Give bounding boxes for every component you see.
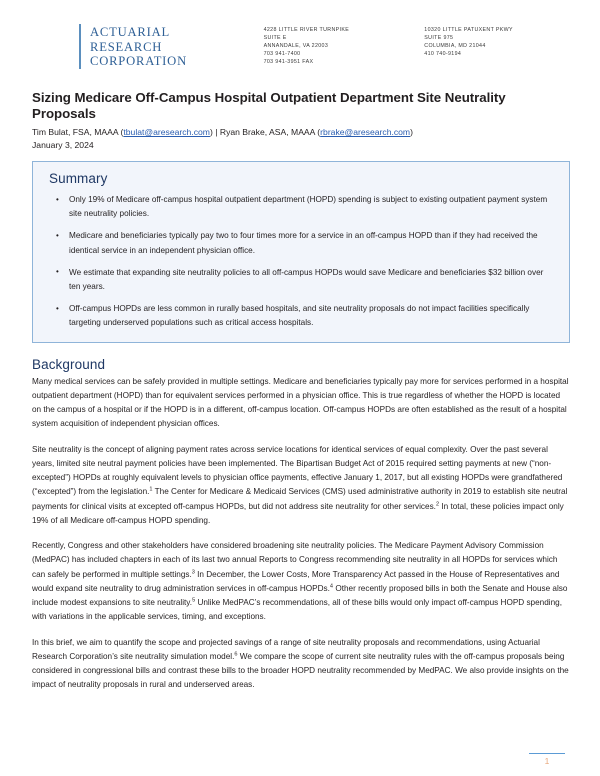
background-paragraph-2 [32,443,570,529]
page-title: Sizing Medicare Off-Campus Hospital Outpatient Department Site Neutrality Proposals [32,90,506,121]
para-3-part-a: Recently, Congress and other stakeholders have considered broadening site neutrality policies. The Medicare Payment Advisory Commission (MedPAC) has included chapters in each of its last two annual Reports to Congress recommending site neutrality in all HOPDs for services which can safely be performed in multiple settings. [32,541,558,579]
address-1-street: 4228 LITTLE RIVER TURNPIKE [263,27,350,33]
address-annandale [264,24,410,66]
byline-open-paren-2: ( [314,127,321,137]
footnote-ref-2: 2 [435,500,440,507]
author-1-email-link[interactable]: tbulat@aresearch.com [123,127,210,137]
address-1-city: ANNANDALE, VA 22003 [263,43,329,50]
para-3-part-d: Unlike MedPAC’s recommendations, all of these bills would only impact off-campus HOPD spending, with variations in the applicable services, timing, and exceptions. [32,598,562,622]
address-2-city: COLUMBIA, MD 21044 [424,43,486,50]
byline-close-paren-2: ) [410,127,413,137]
author-1-name: Tim Bulat, FSA, MAAA [32,127,119,137]
logo-text [90,24,187,69]
footer-divider [529,753,565,755]
address-2-street: 10320 LITTLE PATUXENT PKWY [424,27,513,33]
footnote-ref-6: 6 [234,651,238,658]
byline-open-paren-1: ( [118,127,124,137]
author-2-name: Ryan Brake, ASA, MAAA [219,127,315,137]
footnote-ref-4: 4 [329,583,334,590]
logo-line-1: ACTUARIAL [90,25,170,39]
background-paragraph-1: Many medical services can be safely provided in multiple settings. Medicare and beneficiaries typically pay more for services performed in a hospital outpatient department (HOPD) than for equivalent services performed in a physician office. This is true regardless of whether the HOPD is located on the campus of a hospital or if the HOPD is in a different, off-campus location. Off-campus HOPDs are often established as the result of a hospital system acquisition of independent physician offices. [32,376,569,429]
list-item: • Off-campus HOPDs are less common in rurally based hospitals, and site neutrality proposals do not impact facilities specifically targeting underserved populations such as critical access hospitals. [69,302,555,330]
page-footer [524,753,570,767]
address-columbia [424,24,570,58]
para-2-part-a: Site neutrality is the concept of aligning payment rates across service locations for identical services of equal complexity. Over the past several years, limited site neutral payment policies have been implemented. The Bipartisan Budget Act of 2015 required setting payments at new (“non-excepted”) HOPDs at roughly equivalent levels to physician office payments, effective January 1, 2017, but all existing HOPDs were grandfathered (“excepted”) from the legislation. [32,444,563,497]
document-date: January 3, 2024 [32,140,94,150]
address-2-suite: SUITE 975 [424,35,454,42]
page-number: 1 [544,756,550,766]
background-paragraph-4 [32,636,570,693]
list-item: • We estimate that expanding site neutrality policies to all off-campus HOPDs would save Medicare and beneficiaries $32 billion over ten years. [69,266,555,294]
para-4-part-a: In this brief, we aim to quantify the scope and projected savings of a range of site neutrality proposals and recommendations, using Actuarial Research Corporation’s site neutrality simulation model. [32,637,540,661]
byline-separator: | [212,127,220,137]
para-3-part-c: Other recently proposed bills in both the Senate and House also include modest expansions to site neutrality. [32,583,568,608]
logo-line-2: RESEARCH [90,39,163,54]
summary-heading: Summary [49,171,108,186]
letterhead [32,24,570,80]
logo-accent-bar [79,24,81,69]
para-2-part-c: In total, these policies impact only 19% of all Medicare off-campus HOPD spending. [32,501,564,525]
para-2-part-b: The Center for Medicare & Medicaid Services (CMS) used administrative authority in 2019 to establish site neutral payments for clinical visits at excepted off-campus HOPDs, but did not address site neutrality for other services. [32,487,568,511]
list-item: • Only 19% of Medicare off-campus hospital outpatient department (HOPD) spending is subject to existing outpatient payment system site neutrality policies. [69,193,555,221]
address-1-suite: SUITE E [263,35,287,42]
address-1-phone: 703 941-7400 [263,51,301,58]
background-paragraph-3 [32,539,570,625]
byline-close-paren-1: ) [209,127,213,137]
address-2-phone: 410 740-9194 [424,51,462,58]
footnote-ref-5: 5 [192,597,196,604]
byline [32,126,570,138]
para-3-part-b: In December, the Lower Costs, More Transparency Act passed in the House of Representatives and would expand site neutrality to drug administration services in off-campus HOPDs. [32,569,560,593]
company-logo [79,24,264,69]
summary-bullet-list [47,193,555,331]
para-4-part-b: We compare the scope of current site neutrality rules with the off-campus proposals being considered in congressional bills and contrast these bills to the broader HOPD neutrality recommended by MedPAC. We also provide insights on the impact of neutrality proposals in rural and underserved areas. [32,651,569,690]
author-2-email-link[interactable]: rbrake@aresearch.com [320,127,411,137]
footnote-ref-3: 3 [191,568,195,575]
address-1-fax: 703 941-3951 FAX [263,59,314,66]
list-item: • Medicare and beneficiaries typically pay two to four times more for a service in an off-campus HOPD than if they had received the identical service in an independent physician office. [69,229,555,257]
footnote-ref-1: 1 [149,486,153,493]
logo-line-3: CORPORATION [90,54,187,69]
summary-callout-box [32,161,570,343]
background-heading: Background [32,356,106,372]
